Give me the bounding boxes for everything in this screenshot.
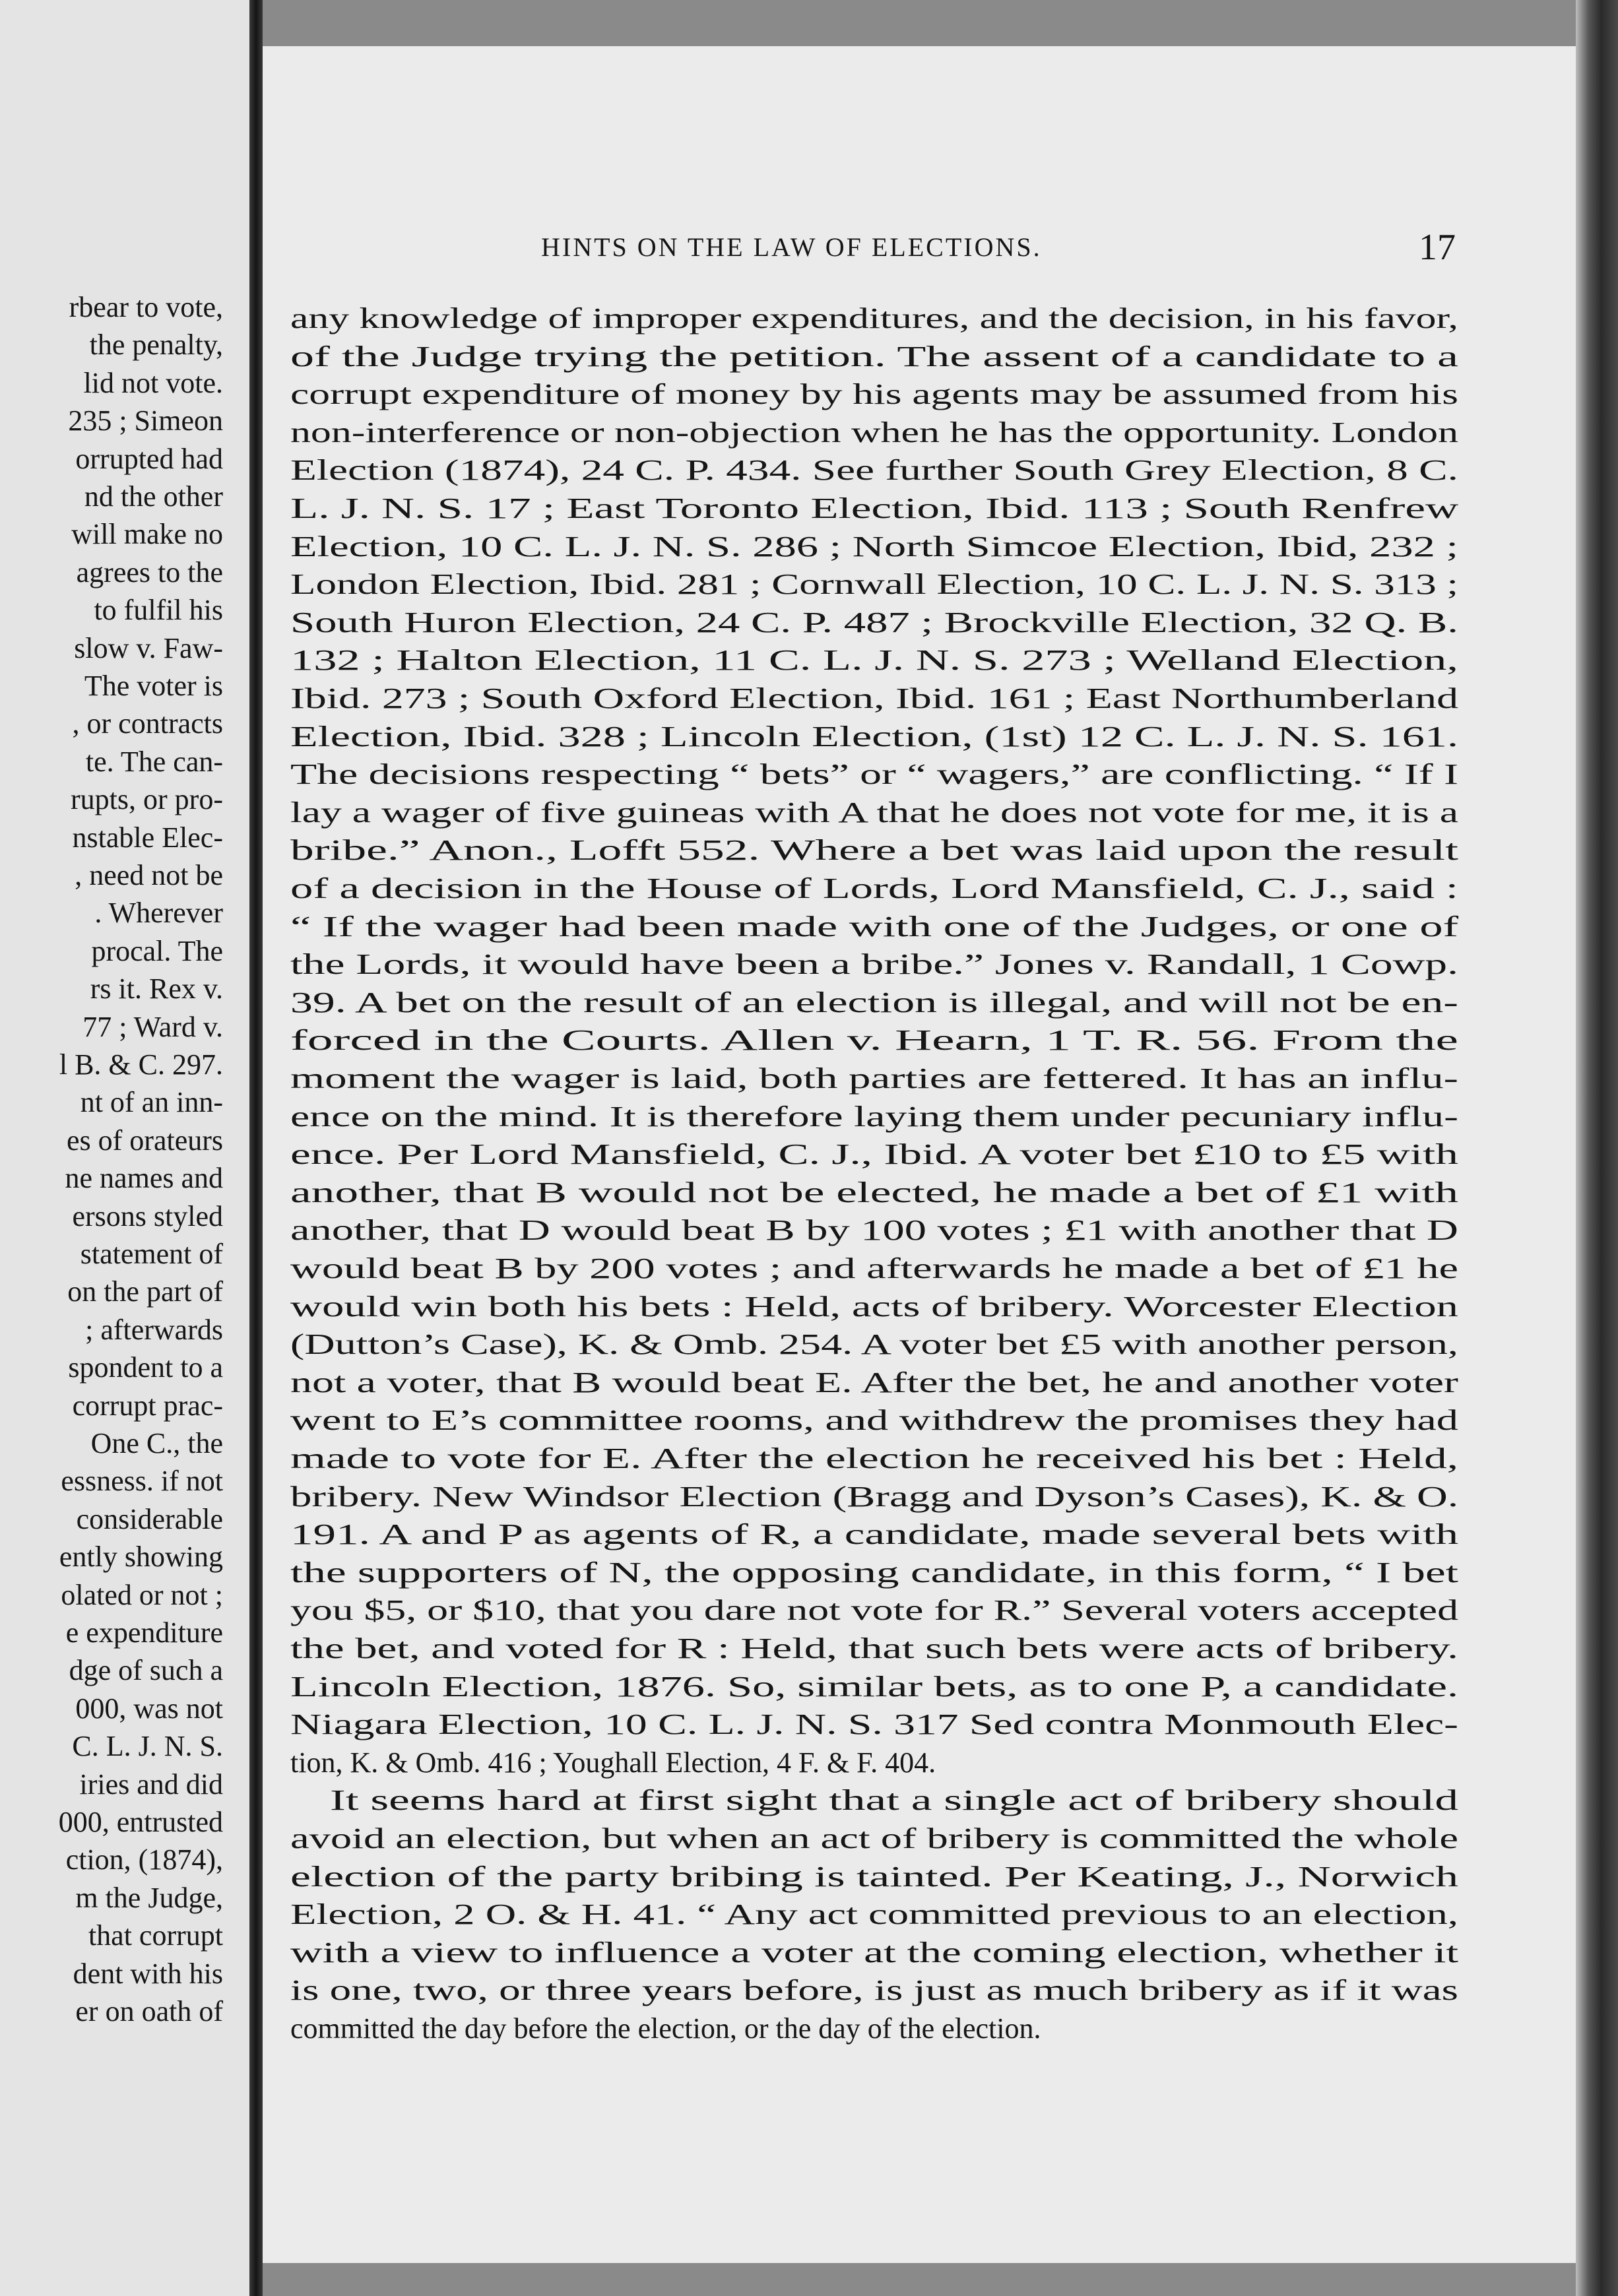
body-text-line: another, that D would beat B by 100 votes ; £1 with another that D <box>290 1214 1459 1247</box>
body-text-line: ence. Per Lord Mansfield, C. J., Ibid. A voter bet £10 to £5 with <box>290 1138 1458 1171</box>
left-column-line: agrees to the <box>76 556 223 589</box>
body-text-line: It seems hard at first sight that a single act of bribery should <box>330 1784 1458 1817</box>
running-head: HINTS ON THE LAW OF ELECTIONS. <box>541 232 1042 262</box>
body-text-line: the bet, and voted for R : Held, that such bets were acts of bribery. <box>290 1632 1458 1665</box>
body-text-line: Niagara Election, 10 C. L. J. N. S. 317 Sed contra Monmouth Elec- <box>290 1708 1459 1741</box>
left-column-line: rupts, or pro- <box>71 783 223 816</box>
left-column-line: 000, was not <box>75 1692 223 1725</box>
left-column-line: C. L. J. N. S. <box>72 1730 223 1763</box>
left-column-line: that corrupt <box>88 1919 223 1952</box>
left-column-line: will make no <box>71 518 223 551</box>
left-column-line: iries and did <box>79 1768 223 1801</box>
left-column-line: l B. & C. 297. <box>59 1048 223 1081</box>
left-column-line: orrupted had <box>75 442 223 475</box>
left-column-line: nt of an inn- <box>80 1086 223 1119</box>
left-column-line: dge of such a <box>69 1654 223 1687</box>
body-text-line: went to E’s committee rooms, and withdrew the promises they had <box>290 1404 1458 1437</box>
left-column-line: considerable <box>76 1502 223 1535</box>
left-column-line: e expenditure <box>65 1616 223 1649</box>
body-text-line: would win both his bets : Held, acts of bribery. Worcester Election <box>290 1290 1458 1323</box>
body-text-line: another, that B would not be elected, he made a bet of £1 with <box>290 1176 1459 1209</box>
page-number: 17 <box>1419 227 1456 268</box>
body-text-line: L. J. N. S. 17 ; East Toronto Election, Ibid. 113 ; South Renfrew <box>290 492 1458 525</box>
left-column-line: olated or not ; <box>61 1578 223 1611</box>
left-column-line: 77 ; Ward v. <box>82 1010 223 1043</box>
body-text-line: moment the wager is laid, both parties are fettered. It has an influ- <box>290 1062 1458 1095</box>
left-column-line: rs it. Rex v. <box>90 973 223 1005</box>
left-column-line: ently showing <box>59 1541 223 1574</box>
body-text-line: with a view to influence a voter at the coming election, whether it <box>290 1936 1459 1969</box>
left-column-line: . Wherever <box>94 897 223 930</box>
body-text-line: Election, 2 O. & H. 41. “ Any act committed previous to an election, <box>290 1898 1458 1931</box>
body-text-line: of a decision in the House of Lords, Lord Mansfield, C. J., said : <box>290 872 1458 905</box>
body-text-line: Election, Ibid. 328 ; Lincoln Election, (1st) 12 C. L. J. N. S. 161. <box>290 720 1459 753</box>
left-column-line: lid not vote. <box>83 366 223 399</box>
body-text-line: bribe.” Anon., Lofft 552. Where a bet was laid upon the result <box>290 834 1458 867</box>
body-text-line: avoid an election, but when an act of bribery is committed the whole <box>290 1822 1458 1855</box>
left-column-line: ; afterwards <box>85 1313 223 1346</box>
body-text-line: London Election, Ibid. 281 ; Cornwall Election, 10 C. L. J. N. S. 313 ; <box>290 568 1458 601</box>
body-text-line: “ If the wager had been made with one of the Judges, or one of <box>290 910 1459 943</box>
left-column-line: statement of <box>80 1238 223 1270</box>
left-column-line: rbear to vote, <box>69 291 223 323</box>
left-column-line: slow v. Faw- <box>74 631 223 664</box>
left-column-line: dent with his <box>73 1957 223 1990</box>
left-column-line: on the part of <box>67 1275 223 1308</box>
body-text-line: lay a wager of five guineas with A that he does not vote for me, it is a <box>290 796 1459 829</box>
body-text-line: (Dutton’s Case), K. & Omb. 254. A voter bet £5 with another person, <box>290 1328 1458 1361</box>
left-column-line: to fulfil his <box>94 594 223 627</box>
left-column-line: One C., the <box>90 1427 223 1459</box>
body-text-line: the Lords, it would have been a bribe.” Jones v. Randall, 1 Cowp. <box>290 948 1458 981</box>
left-column-line: , need not be <box>75 859 223 891</box>
body-text-line: is one, two, or three years before, is just as much bribery as if it was <box>290 1974 1458 2007</box>
body-text-line: ence on the mind. It is therefore laying them under pecuniary influ- <box>290 1100 1459 1133</box>
left-column-line: , or contracts <box>72 707 223 740</box>
left-column-line: ction, (1874), <box>65 1843 223 1876</box>
left-column-line: spondent to a <box>68 1351 223 1384</box>
body-text-line: you $5, or $10, that you dare not vote for R.” Several voters accepted <box>290 1594 1458 1627</box>
body-text-line: 132 ; Halton Election, 11 C. L. J. N. S. 273 ; Welland Election, <box>290 644 1458 677</box>
left-column-line: procal. The <box>91 934 223 967</box>
body-text-line: made to vote for E. After the election he received his bet : Held, <box>290 1442 1459 1475</box>
body-text-line: non-interference or non-objection when he has the opportunity. London <box>290 416 1458 449</box>
left-page <box>0 0 249 2296</box>
body-text-line: Lincoln Election, 1876. So, similar bets, as to one P, a candidate. <box>290 1670 1459 1703</box>
page-edge <box>1576 0 1618 2296</box>
left-column-line: ne names and <box>65 1162 223 1195</box>
body-text-line: bribery. New Windsor Election (Bragg and Dyson’s Cases), K. & O. <box>290 1480 1459 1513</box>
body-text-line: committed the day before the election, or the day of the election. <box>290 2012 1041 2045</box>
left-column-line: es of orateurs <box>66 1124 223 1157</box>
body-text-line: the supporters of N, the opposing candidate, in this form, “ I bet <box>290 1556 1458 1589</box>
body-text-line: South Huron Election, 24 C. P. 487 ; Brockville Election, 32 Q. B. <box>290 606 1458 639</box>
body-text-line: election of the party bribing is tainted. Per Keating, J., Norwich <box>290 1860 1459 1893</box>
left-column-line: nd the other <box>84 480 223 513</box>
body-text-line: forced in the Courts. Allen v. Hearn, 1 T. R. 56. From the <box>290 1024 1458 1057</box>
body-text-line: Election (1874), 24 C. P. 434. See further South Grey Election, 8 C. <box>290 454 1458 487</box>
left-column-line: te. The can- <box>85 745 223 778</box>
body-text-line: tion, K. & Omb. 416 ; Youghall Election, 4 F. & F. 404. <box>290 1746 936 1779</box>
left-column-line: The voter is <box>84 670 223 702</box>
book-gutter <box>249 0 263 2296</box>
body-text-line: of the Judge trying the petition. The assent of a candidate to a <box>290 340 1459 373</box>
left-column-line: ersons styled <box>72 1199 223 1232</box>
left-column-line: m the Judge, <box>75 1881 223 1914</box>
body-text-line: Ibid. 273 ; South Oxford Election, Ibid. 161 ; East Northumberland <box>290 682 1458 715</box>
body-text-line: any knowledge of improper expenditures, and the decision, in his favor, <box>290 302 1458 335</box>
body-text-line: would beat B by 200 votes ; and afterwards he made a bet of £1 he <box>290 1252 1459 1285</box>
left-column-line: the penalty, <box>89 329 223 362</box>
left-column-line: essness. if not <box>61 1465 223 1498</box>
body-text-line: Election, 10 C. L. J. N. S. 286 ; North Simcoe Election, Ibid, 232 ; <box>290 530 1458 563</box>
body-text-line: 39. A bet on the result of an election is illegal, and will not be en- <box>290 986 1458 1019</box>
body-text-line: not a voter, that B would beat E. After the bet, he and another voter <box>290 1366 1458 1399</box>
left-column-line: nstable Elec- <box>72 821 223 854</box>
left-column-line: er on oath of <box>75 1995 223 2027</box>
body-text-line: corrupt expenditure of money by his agents may be assumed from his <box>290 378 1459 411</box>
left-column-line: 235 ; Simeon <box>68 404 223 437</box>
left-column-line: corrupt prac- <box>72 1389 223 1422</box>
left-column-line: 000, entrusted <box>58 1806 223 1838</box>
body-text-line: The decisions respecting “ bets” or “ wagers,” are conflicting. “ If I <box>290 758 1458 791</box>
body-text-line: 191. A and P as agents of R, a candidate, made several bets with <box>290 1518 1459 1551</box>
